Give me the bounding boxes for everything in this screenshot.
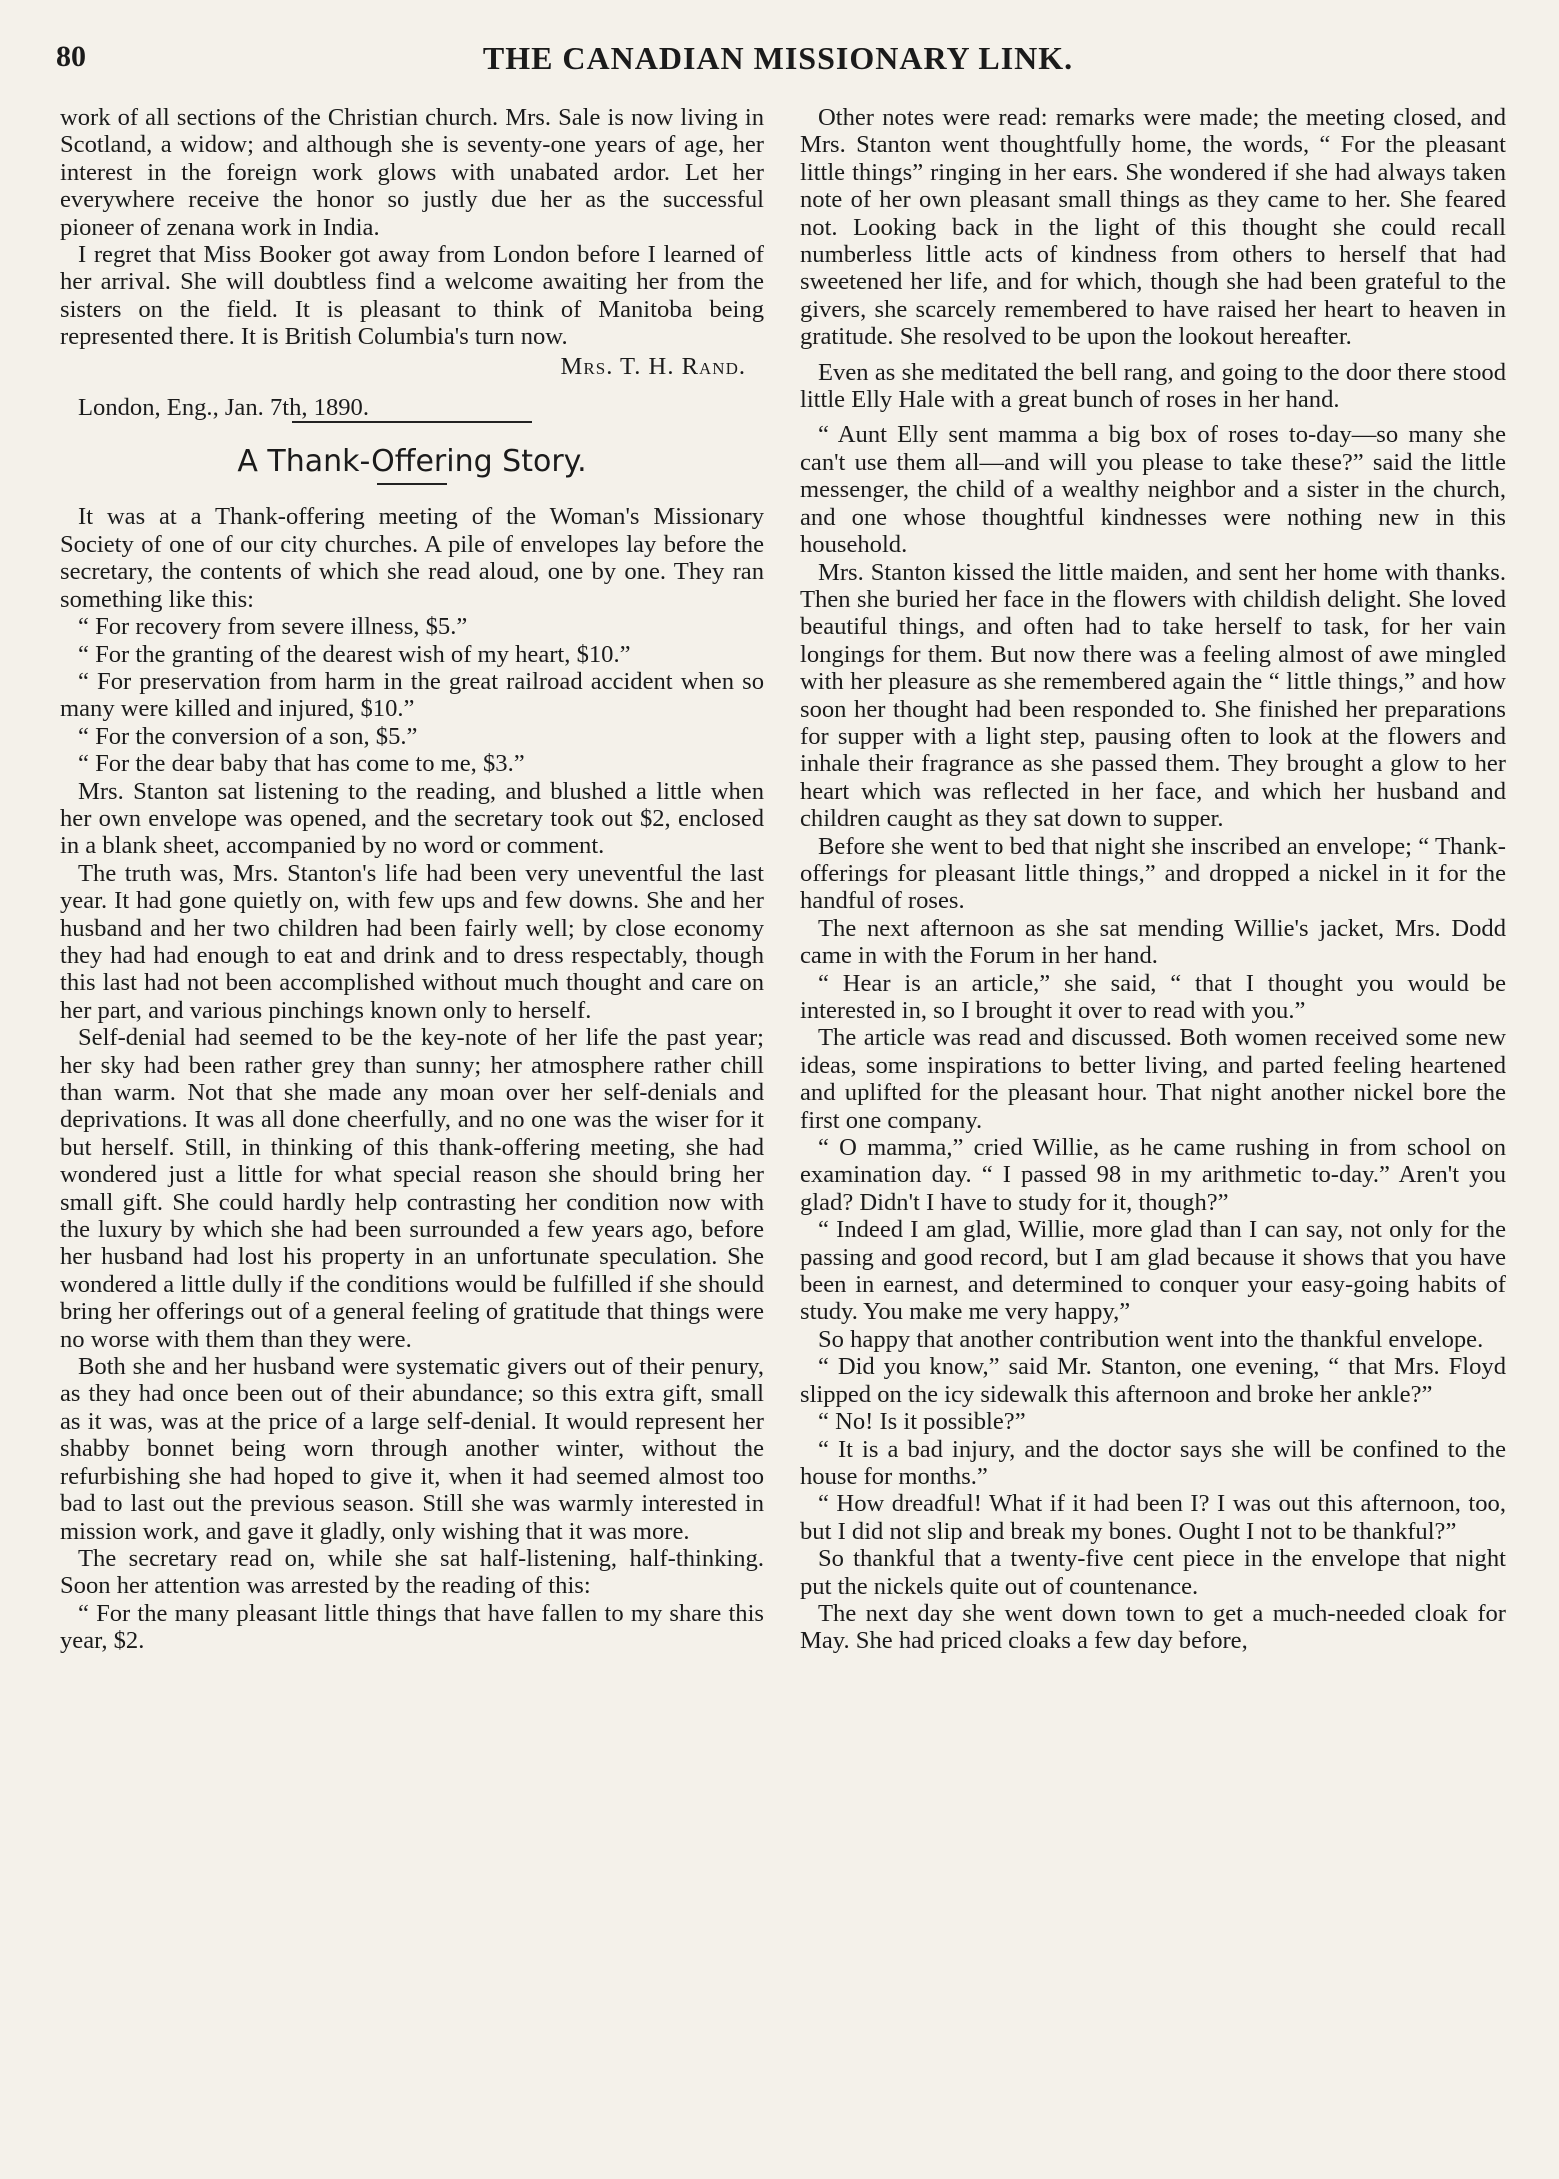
paragraph: It was at a Thank-offering meeting of the Woman's Missionary Society of one of our city churches. A pile of envelopes lay before the secretary, the contents of which she read aloud, one by one. They ran something like this: [60, 503, 764, 613]
paragraph: The article was read and discussed. Both women received some new ideas, some inspirations to better living, and parted feeling heartened and uplifted for the pleasant hour. That night another nickel bore the first one company. [800, 1024, 1506, 1134]
paragraph: “ Did you know,” said Mr. Stanton, one evening, “ that Mrs. Floyd slipped on the icy sidewalk this afternoon and broke her ankle?” [800, 1353, 1506, 1408]
dateline: London, Eng., Jan. 7th, 1890. [78, 394, 370, 422]
paragraph: Other notes were read: remarks were made; the meeting closed, and Mrs. Stanton went thoughtfully home, the words, “ For the pleasant little things” ringing in her ears. She wondered if she had always taken note of her own pleasant small things as they came to her. She feared not. Looking back in the light of this thought she could recall numberless little acts of kindness from others to herself that had sweetened her life, and for which, though she had been grateful to the givers, she scarcely remembered to have raised her heart to heaven in gratitude. She resolved to be upon the lookout hereafter. [800, 104, 1506, 351]
paragraph: Mrs. Stanton kissed the little maiden, and sent her home with thanks. Then she buried her face in the flowers with childish delight. She loved beautiful things, and often had to take herself to task, for her vain longings for them. But now there was a feeling almost of awe mingled with her pleasure as she remembered again the “ little things,” and how soon her thought had been responded to. She finished her preparations for supper with a light step, pausing often to look at the flowers and inhale their fragrance as she passed them. They brought a glow to her heart which was reflected in her face, and which her husband and children caught as they sat down to supper. [800, 558, 1506, 833]
masthead [48, 40, 1508, 88]
quote-line: “ For the granting of the dearest wish of my heart, $10.” [78, 640, 631, 668]
page-number: 80 [56, 40, 86, 73]
quote-line: “ For the many pleasant little things that have fallen to my share this year, $2. [60, 1599, 764, 1655]
paragraph: Self-denial had seemed to be the key-note of her life the past year; her sky had been rather grey than sunny; her atmosphere rather chill than warm. Not that she made any moan over her self-denials and deprivations. It was all done cheerfully, and no one was the wiser for it but herself. Still, in thinking of this thank-offering meeting, she had wondered just a little for what special reason she should bring her small gift. She could hardly help contrasting her condition now with the luxury by which she had been surrounded a few years ago, before her husband had lost his property in an unfortunate speculation. She wondered a little dully if the conditions would be fulfilled if she should bring her offerings out of a general feeling of gratitude that things were no worse with them than they were. [60, 1024, 764, 1353]
paragraph: So thankful that a twenty-five cent piece in the envelope that night put the nickels quite out of countenance. [800, 1545, 1506, 1600]
paragraph: “ Aunt Elly sent mamma a big box of roses to-day—so many she can't use them all—and will you please to take these?” said the little messenger, the child of a wealthy neighbor and a sister in the church, and one whose thoughtful kindnesses were nothing new in this household. [800, 421, 1506, 559]
paragraph: “ It is a bad injury, and the doctor says she will be confined to the house for months.” [800, 1435, 1506, 1490]
paragraph: So happy that another contribution went into the thankful envelope. [818, 1325, 1484, 1353]
quote-line: “ For the conversion of a son, $5.” [78, 722, 418, 750]
right-column [800, 104, 1506, 1655]
paragraph: “ How dreadful! What if it had been I? I was out this afternoon, too, but I did not slip and break my bones. Ought I not to be thankful?” [800, 1490, 1506, 1545]
paragraph: “ O mamma,” cried Willie, as he came rushing in from school on examination day. “ I passed 98 in my arithmetic to-day.” Aren't you glad? Didn't I have to study for it, though?” [800, 1134, 1506, 1216]
paragraph: The next day she went down town to get a much-needed cloak for May. She had priced cloaks a few day before, [800, 1599, 1506, 1655]
title-rule [377, 483, 447, 485]
paragraph: work of all sections of the Christian church. Mrs. Sale is now living in Scotland, a widow; and although she is seventy-one years of age, her interest in the foreign work glows with unabated ardor. Let her everywhere receive the honor so justly due her as the successful pioneer of zenana work in India. [60, 104, 764, 241]
article-title: A Thank-Offering Story. [237, 444, 587, 480]
section-divider [292, 421, 532, 423]
paragraph: I regret that Miss Booker got away from London before I learned of her arrival. She will doubtless find a welcome awaiting her from the sisters on the field. It is pleasant to think of Manitoba being represented there. It is British Columbia's turn now. [60, 241, 764, 351]
quote-line: “ For preservation from harm in the great railroad accident when so many were killed and injured, $10.” [60, 667, 764, 723]
quote-line: “ For the dear baby that has come to me, $3.” [78, 750, 525, 778]
paragraph: Both she and her husband were systematic givers out of their penury, as they had once been out of their abundance; so this extra gift, small as it was, was at the price of a large self-denial. It would represent her shabby bonnet being worn through another winter, without the refurbishing she had hoped to give it, when it had seemed almost too bad to last out the previous season. Still she was warmly interested in mission work, and gave it gladly, only wishing that it was more. [60, 1353, 764, 1545]
paragraph: “ Hear is an article,” she said, “ that I thought you would be interested in, so I brought it over to read with you.” [800, 969, 1506, 1024]
paragraph: The next afternoon as she sat mending Willie's jacket, Mrs. Dodd came in with the Forum in her hand. [800, 914, 1506, 970]
paragraph: Mrs. Stanton sat listening to the reading, and blushed a little when her own envelope was opened, and the secretary took out $2, enclosed in a blank sheet, accompanied by no word or comment. [60, 777, 764, 860]
signature: Mrs. T. H. Rand. [560, 352, 746, 380]
paragraph: “ No! Is it possible?” [818, 1408, 1026, 1436]
paragraph: Even as she meditated the bell rang, and going to the door there stood little Elly Hale with a great bunch of roses in her hand. [800, 358, 1506, 414]
paragraph: The secretary read on, while she sat half-listening, half-thinking. Soon her attention was arrested by the reading of this: [60, 1544, 764, 1600]
journal-title: THE CANADIAN MISSIONARY LINK. [482, 40, 1074, 76]
paragraph: The truth was, Mrs. Stanton's life had been very uneventful the last year. It had gone quietly on, with few ups and few downs. She and her husband and her two children had been fairly well; by close economy they had had enough to eat and drink and to dress respectably, though this last had not been accomplished without much thought and care on her part, and various pinchings known only to herself. [60, 859, 764, 1024]
quote-line: “ For recovery from severe illness, $5.” [78, 613, 468, 641]
paragraph: “ Indeed I am glad, Willie, more glad than I can say, not only for the passing and good record, but I am glad because it shows that you have been in earnest, and determined to conquer your easy-going habits of study. You make me very happy,” [800, 1216, 1506, 1326]
left-column [60, 104, 764, 1655]
paragraph: Before she went to bed that night she inscribed an envelope; “ Thank-offerings for pleasant little things,” and dropped a nickel in it for the handful of roses. [800, 832, 1506, 915]
